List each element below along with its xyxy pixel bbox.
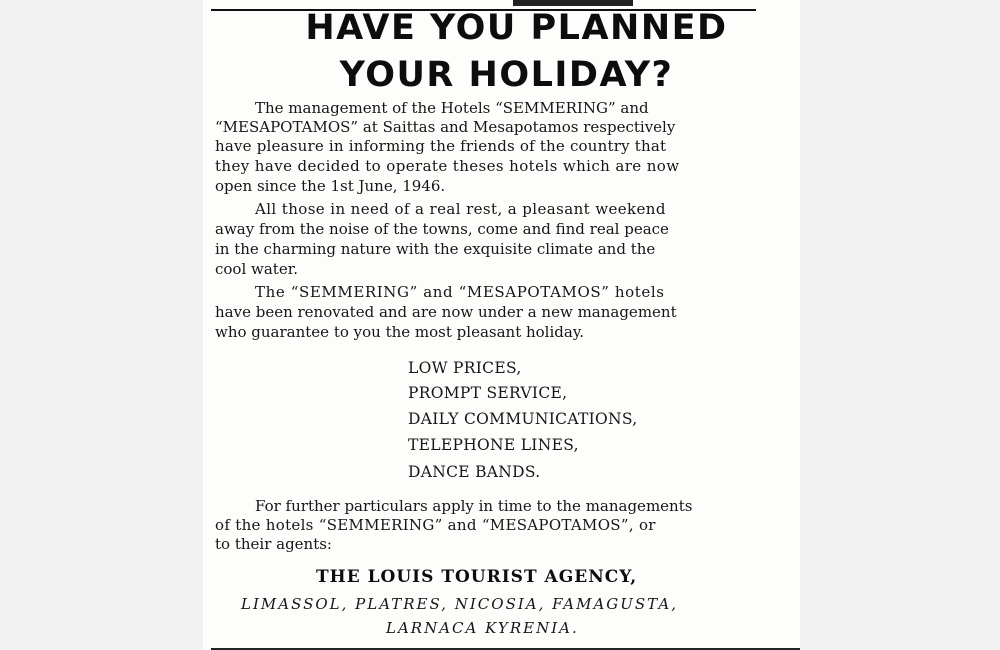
torn-header-fragment	[513, 0, 633, 6]
feature-item: LOW PRICES,	[408, 359, 522, 377]
paragraph-2-line: in the charming nature with the exquisite climate and the	[215, 240, 656, 258]
paragraph-3-line: The “SEMMERING” and “MESAPOTAMOS” hotels	[255, 283, 665, 301]
paragraph-1-line: have pleasure in informing the friends of the country that	[215, 137, 667, 155]
agency-towns-line: LIMASSOL, PLATRES, NICOSIA, FAMAGUSTA,	[241, 595, 678, 613]
paragraph-1-line: open since the 1st June, 1946.	[215, 177, 446, 195]
feature-item: PROMPT SERVICE,	[408, 384, 568, 402]
paragraph-2-line: away from the noise of the towns, come and find real peace	[215, 220, 669, 238]
paragraph-1-line: “MESAPOTAMOS” at Saittas and Mesapotamos respectively	[215, 118, 676, 136]
paragraph-3-line: who guarantee to you the most pleasant holiday.	[215, 323, 585, 341]
paragraph-1-line: they have decided to operate theses hotels which are now	[215, 157, 680, 175]
agency-towns-line: LARNACA KYRENIA.	[386, 619, 579, 637]
paragraph-2-line: cool water.	[215, 260, 299, 278]
feature-item: DANCE BANDS.	[408, 463, 541, 481]
paragraph-3-line: have been renovated and are now under a new management	[215, 303, 677, 321]
newspaper-advertisement	[203, 0, 800, 650]
paragraph-4-line: to their agents:	[215, 535, 332, 553]
feature-item: TELEPHONE LINES,	[408, 436, 579, 454]
paragraph-4-line: of the hotels “SEMMERING” and “MESAPOTAMOS”, or	[215, 516, 656, 534]
headline-line-2: YOUR HOLIDAY?	[339, 55, 674, 95]
paragraph-1-line: The management of the Hotels “SEMMERING” and	[255, 99, 649, 117]
agency-name: THE LOUIS TOURIST AGENCY,	[316, 567, 638, 587]
feature-item: DAILY COMMUNICATIONS,	[408, 410, 638, 428]
headline-line-1: HAVE YOU PLANNED	[305, 8, 728, 48]
paragraph-2-line: All those in need of a real rest, a pleasant weekend	[255, 200, 666, 218]
paragraph-4-line: For further particulars apply in time to the managements	[255, 497, 693, 515]
